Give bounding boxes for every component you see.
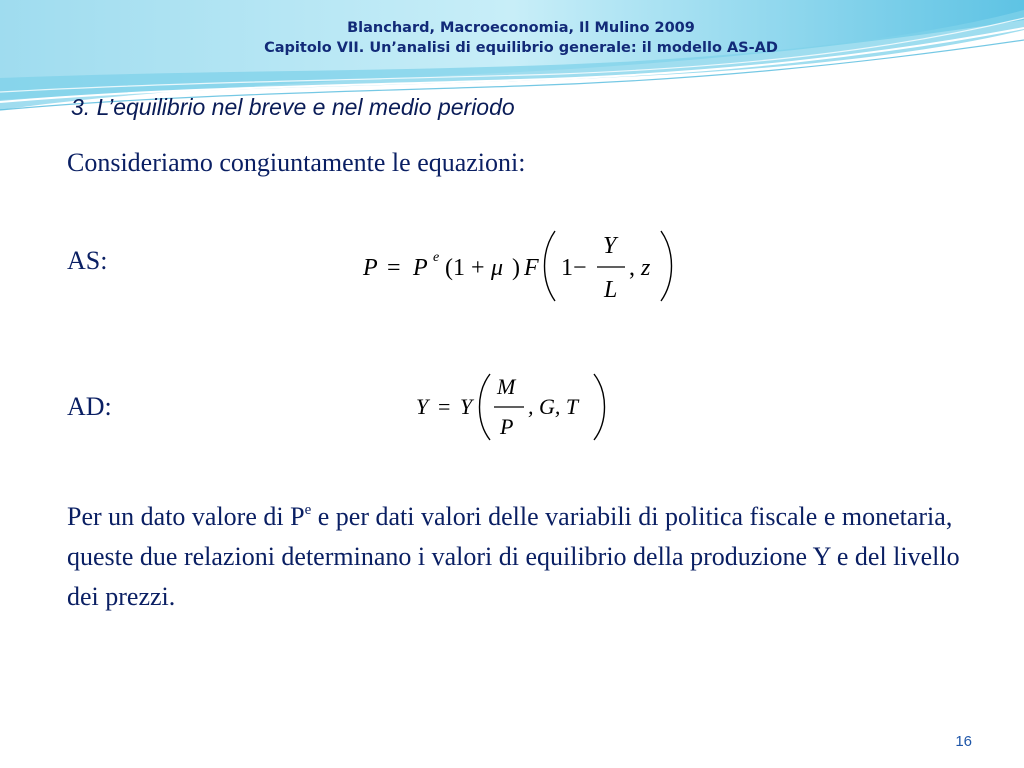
as-pe-base: P xyxy=(413,255,428,281)
as-pe-sup: e xyxy=(433,250,440,265)
as-equals: = xyxy=(387,255,401,281)
as-close-paren: ) xyxy=(512,255,520,281)
as-plus: + xyxy=(471,255,485,281)
as-mu: μ xyxy=(491,255,504,281)
as-z: z xyxy=(641,255,651,281)
ad-lhs: Y xyxy=(416,394,429,419)
ad-equals: = xyxy=(438,394,451,419)
conclusion-superscript: e xyxy=(304,502,312,518)
intro-text: Consideriamo congiuntamente le equazioni: xyxy=(67,148,526,177)
ad-big-open-paren xyxy=(480,374,491,440)
as-open-paren: (1 xyxy=(445,255,465,281)
ad-num: M xyxy=(497,374,516,399)
ad-den: P xyxy=(500,414,514,439)
ad-rest: , G, T xyxy=(528,394,579,419)
ad-label: AD: xyxy=(67,392,112,421)
as-equation xyxy=(355,225,675,307)
as-func: F xyxy=(524,255,539,281)
ad-func: Y xyxy=(460,394,473,419)
header-text xyxy=(0,18,1024,58)
header-line-2: Capitolo VII. Un’analisi di equilibrio generale: il modello AS-AD xyxy=(264,40,778,56)
ad-big-close-paren xyxy=(594,374,605,440)
as-lhs: P xyxy=(363,255,378,281)
conclusion-text xyxy=(67,490,987,617)
conclusion-part-1: Per un dato valore di P xyxy=(67,502,305,531)
as-label: AS: xyxy=(67,246,108,275)
section-title: 3. L’equilibrio nel breve e nel medio periodo xyxy=(71,94,515,120)
as-comma: , xyxy=(629,255,635,281)
as-den: L xyxy=(604,277,618,303)
as-big-open-paren xyxy=(545,231,556,301)
as-num: Y xyxy=(603,233,617,259)
as-big-close-paren xyxy=(661,231,672,301)
ad-equation xyxy=(410,370,610,444)
as-one-minus: 1− xyxy=(561,255,587,281)
header-line-1: Blanchard, Macroeconomia, Il Mulino 2009 xyxy=(347,20,695,36)
conclusion-part-2: e per dati valori delle variabili di politica fiscale e monetaria, queste due relazioni determinano i valori di equilibrio della produzione Y e del livello dei prezzi. xyxy=(67,502,960,611)
page-number: 16 xyxy=(955,733,972,750)
